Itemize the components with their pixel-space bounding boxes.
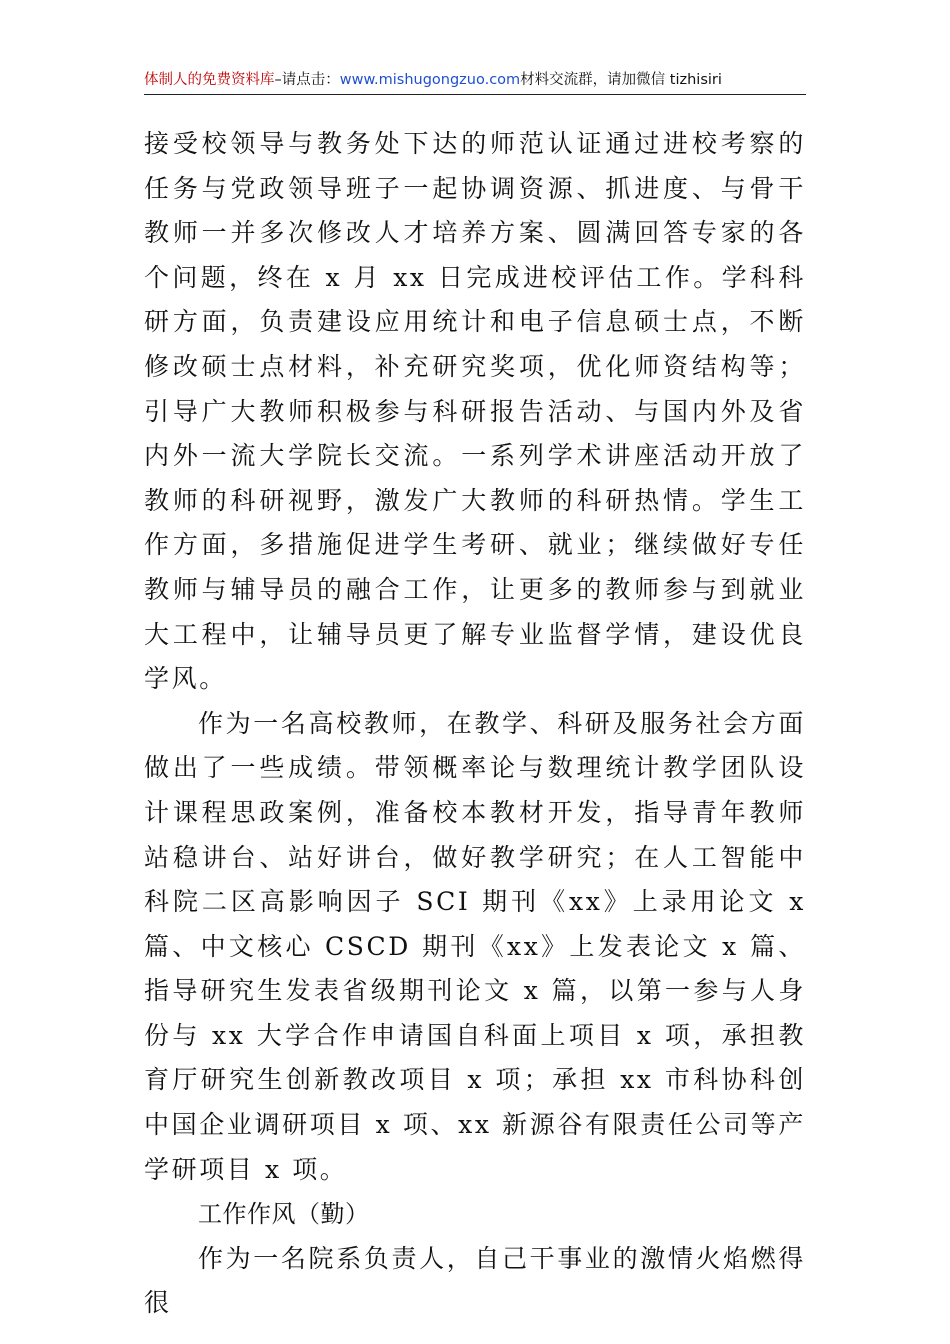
header-suffix: 材料交流群，请加微信 tizhisiri — [520, 72, 722, 88]
header-prefix: –请点击： — [274, 72, 340, 88]
page-header — [144, 68, 806, 95]
header-brand: 体制人的免费资料库 — [144, 72, 275, 88]
document-body — [144, 122, 806, 1326]
section-heading: 工作作风（勤） — [198, 1200, 370, 1229]
paragraph-continued: 接受校领导与教务处下达的师范认证通过进校考察的任务与党政领导班子一起协调资源、抓进度、与骨干教师一并多次修改人才培养方案、圆满回答专家的各个问题，终在 x 月 xx 日完成进校评估工作。学科科研方面，负责建设应用统计和电子信息硕士点，不断修改硕士点材料，补充研究奖项，优化师资结构等；引导广大教师积极参与科研报告活动、与国内外及省内外一流大学院长交流。一系列学术讲座活动开放了教师的科研视野，激发广大教师的科研热情。学生工作方面，多措施促进学生考研、就业；继续做好专任教师与辅导员的融合工作，让更多的教师参与到就业大工程中，让辅导员更了解专业监督学情，建设优良学风。 — [144, 129, 806, 694]
paragraph-work-style: 作为一名院系负责人，自己干事业的激情火焰燃得很 — [144, 1243, 806, 1318]
paragraph-teacher-achievements: 作为一名高校教师，在教学、科研及服务社会方面做出了一些成绩。带领概率论与数理统计教学团队设计课程思政案例，准备校本教材开发，指导青年教师站稳讲台、站好讲台，做好教学研究；在人工智能中科院二区高影响因子 SCI 期刊《xx》上录用论文 x 篇、中文核心 CSCD 期刊《xx》上发表论文 x 篇、指导研究生发表省级期刊论文 x 篇，以第一参与人身份与 xx 大学合作申请国自科面上项目 x 项，承担教育厅研究生创新教改项目 x 项；承担 xx 市科协科创中国企业调研项目 x 项、xx 新源谷有限责任公司等产学研项目 x 项。 — [144, 708, 806, 1184]
header-link[interactable]: www.mishugongzuo.com — [339, 72, 521, 88]
